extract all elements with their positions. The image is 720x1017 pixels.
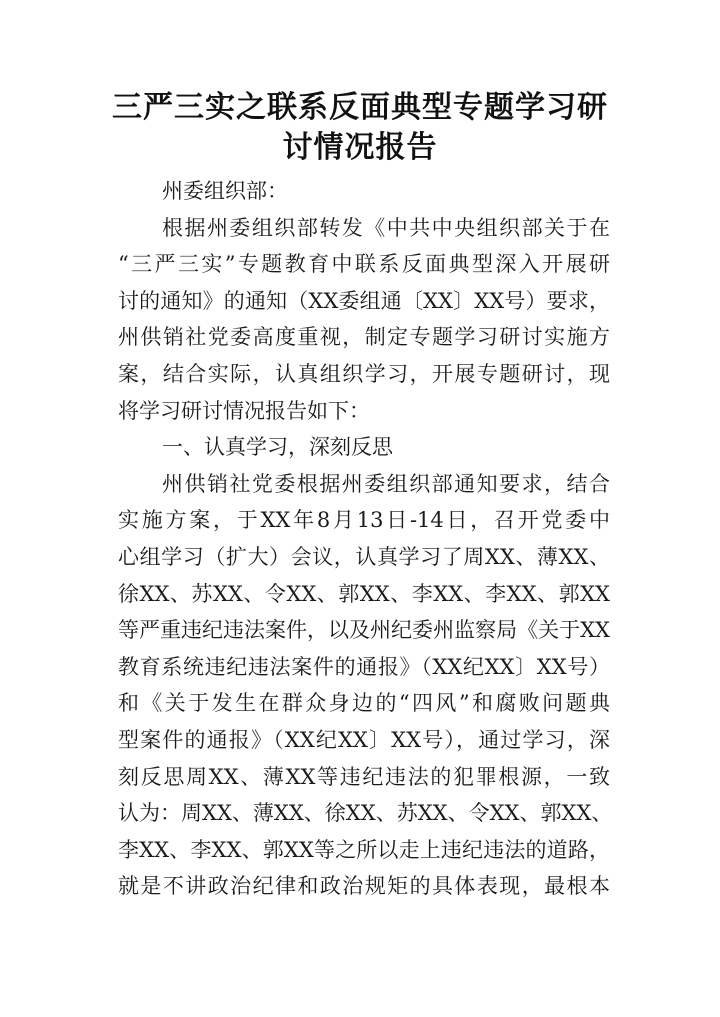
body-text-line: 心组学习（扩大）会议，认真学习了周XX、薄XX、 (118, 544, 610, 569)
document-title (100, 88, 620, 168)
body-text-line: 讨的通知》的通知（XX委组通〔XX〕XX号）要求， (118, 288, 610, 313)
title-line: 三严三实之联系反面典型专题学习研 (112, 90, 608, 125)
body-text-line: 将学习研讨情况报告如下： (118, 398, 370, 423)
body-text-line: 教育系统违纪违法案件的通报》（XX纪XX〕XX号） (118, 654, 610, 679)
body-text-line: 等严重违纪违法案件，以及州纪委州监察局《关于XX (118, 618, 610, 643)
body-text-line: 案，结合实际，认真组织学习，开展专题研讨，现 (118, 361, 610, 386)
body-text-line: 和《关于发生在群众身边的“四风”和腐败问题典 (118, 691, 610, 716)
body-text-line: 就是不讲政治纪律和政治规矩的具体表现，最根本 (118, 874, 610, 899)
body-text-line: 州供销社党委高度重视，制定专题学习研讨实施方 (118, 325, 610, 350)
title-line: 讨情况报告 (282, 130, 438, 165)
body-text-line: 型案件的通报》（XX纪XX〕XX号），通过学习，深 (118, 727, 610, 752)
document-body (118, 173, 613, 905)
body-text-line: 实施方案，于XX年8月13日-14日，召开党委中 (118, 508, 610, 533)
body-text-line: 刻反思周XX、薄XX等违纪违法的犯罪根源，一致 (118, 764, 610, 789)
body-text-line: 徐XX、苏XX、令XX、郭XX、李XX、李XX、郭XX (118, 581, 610, 606)
body-text-line: 认为：周XX、薄XX、徐XX、苏XX、令XX、郭XX、 (118, 801, 613, 826)
body-text-line: “三严三实”专题教育中联系反面典型深入开展研 (118, 252, 610, 277)
body-text-line: 根据州委组织部转发《中共中央组织部关于在 (162, 215, 610, 240)
body-text-line: 州委组织部： (162, 179, 288, 203)
body-text-line: 李XX、李XX、郭XX等之所以走上违纪违法的道路， (118, 837, 610, 862)
body-text-line: 一、认真学习，深刻反思 (162, 435, 393, 460)
body-text-line: 州供销社党委根据州委组织部通知要求，结合 (162, 471, 610, 496)
